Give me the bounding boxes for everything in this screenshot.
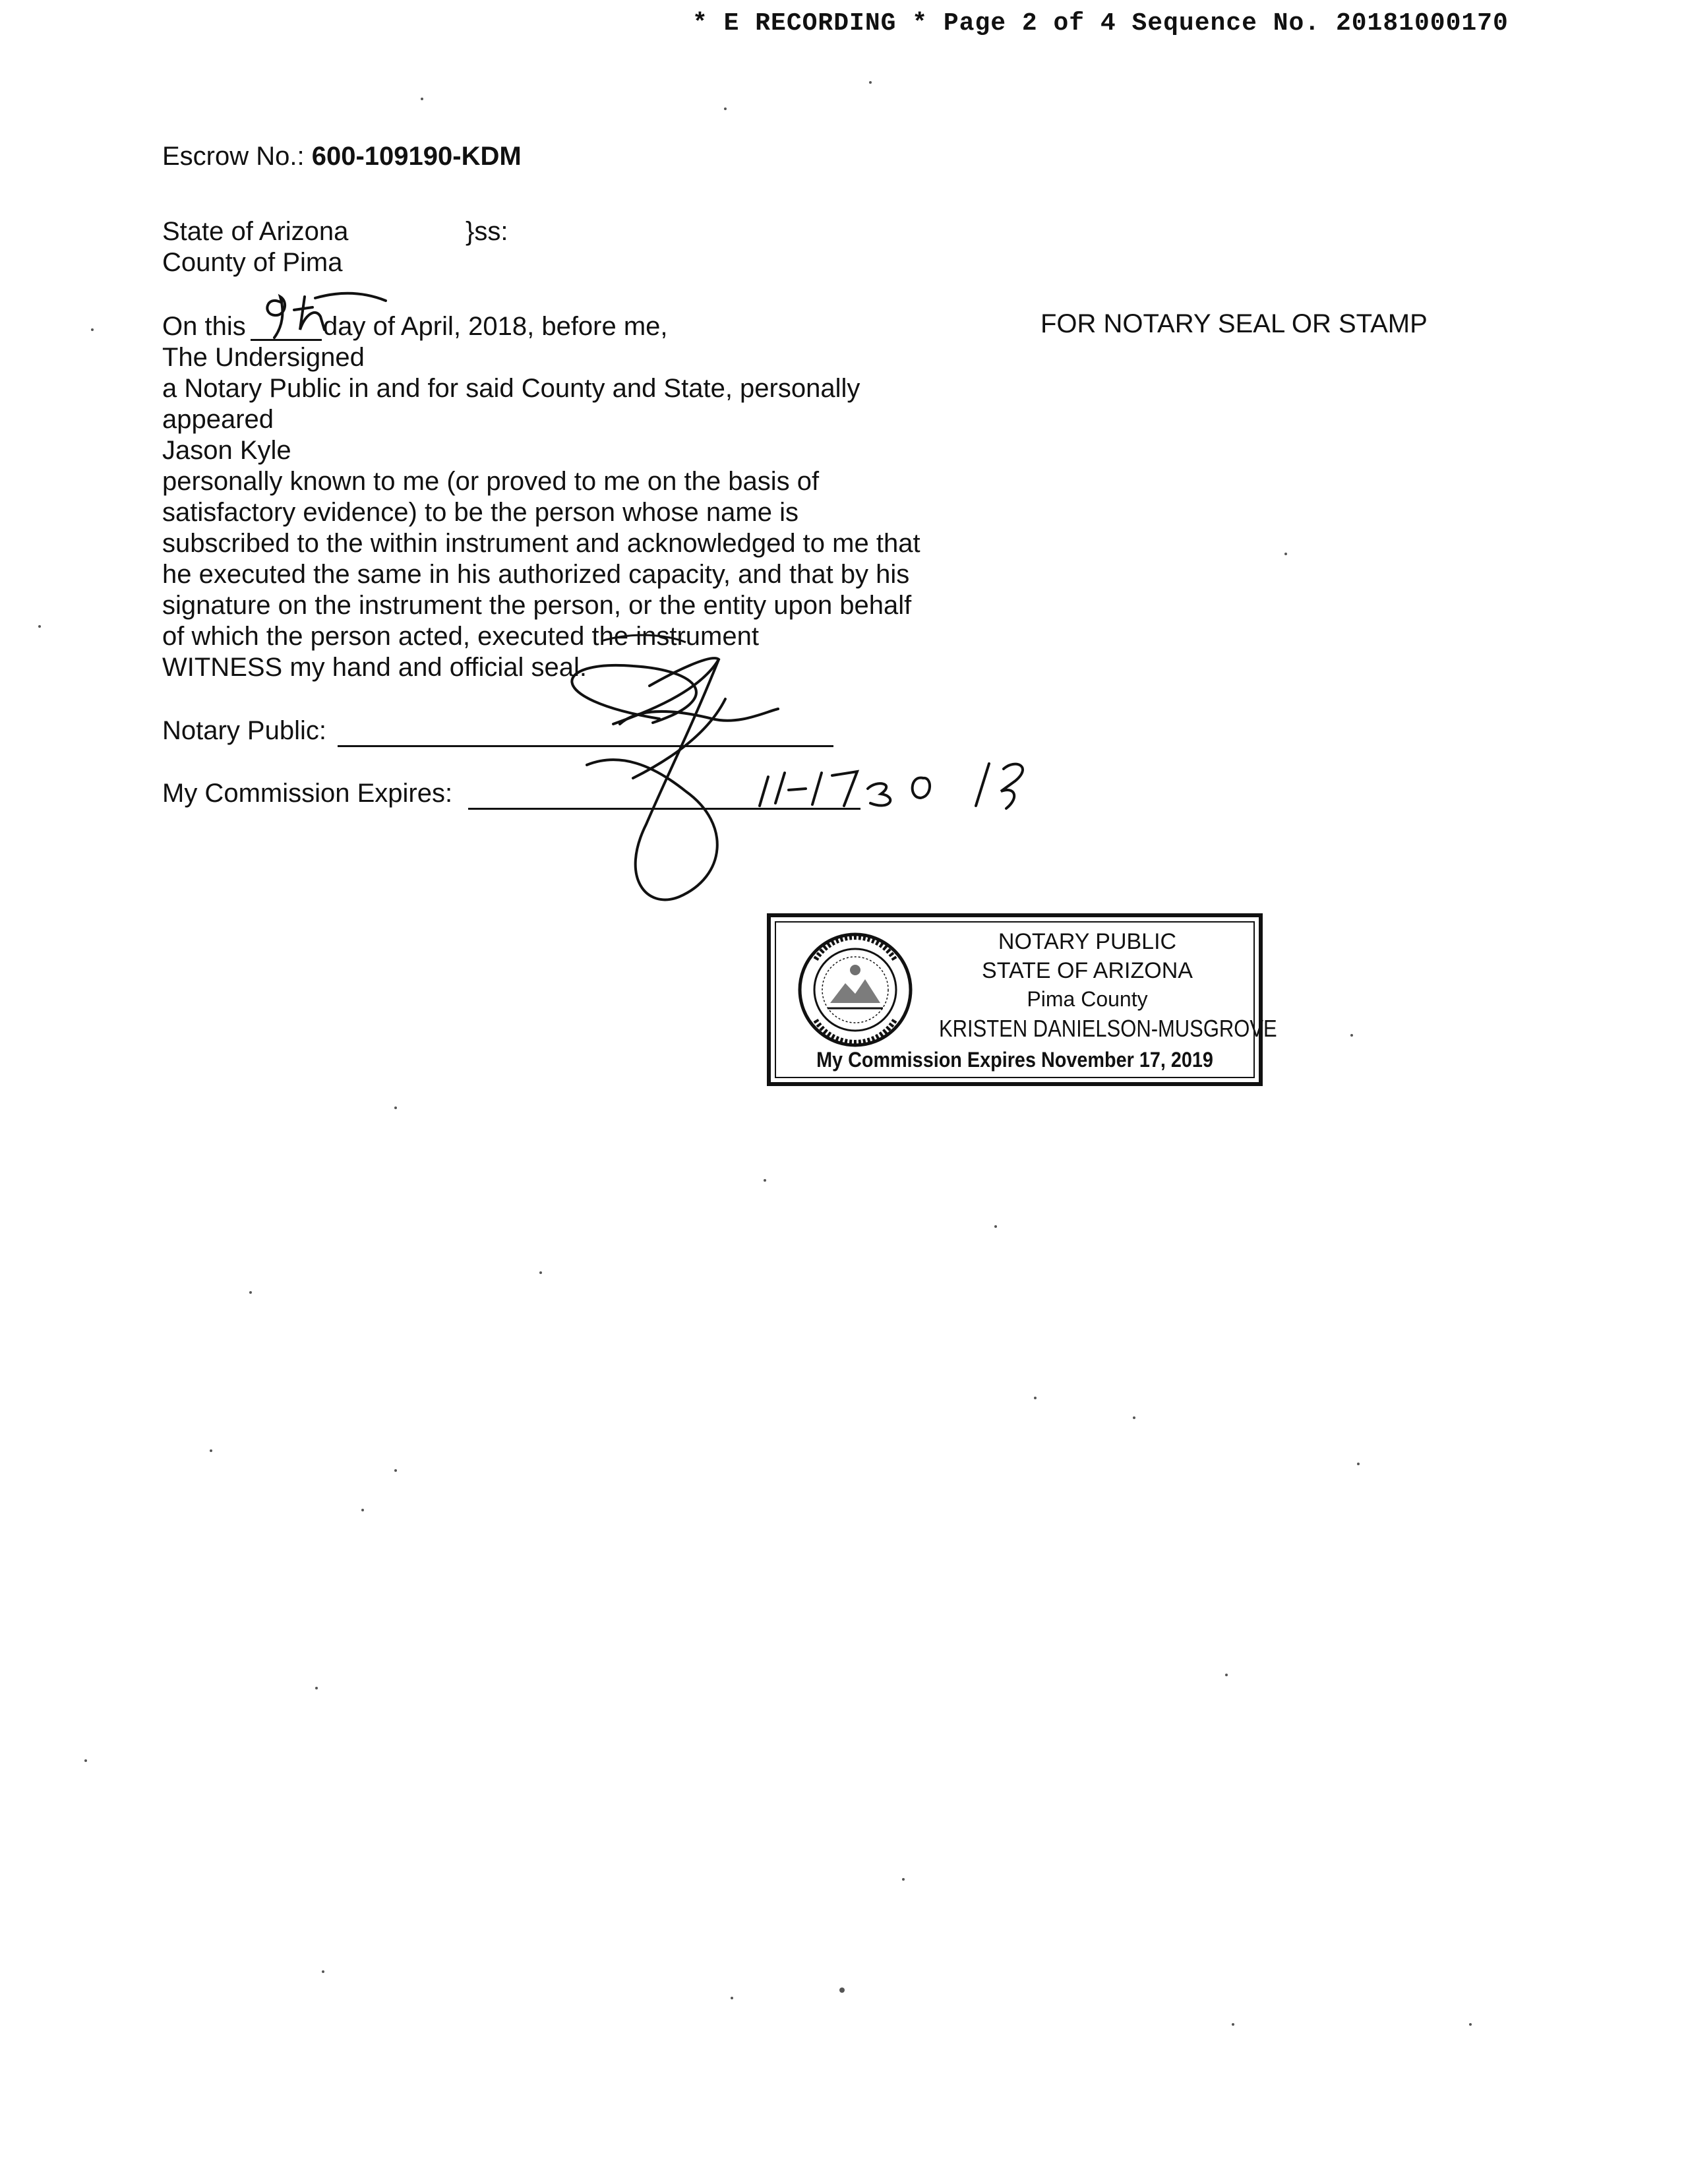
notary-public-label: Notary Public: bbox=[162, 716, 326, 745]
ack-line: he executed the same in his authorized capacity, and that by his bbox=[162, 560, 910, 589]
escrow-number: 600-109190-KDM bbox=[311, 142, 522, 171]
recording-header: * E RECORDING * Page 2 of 4 Sequence No. 20181000170 bbox=[692, 9, 1509, 38]
ack-line: subscribed to the within instrument and acknowledged to me that bbox=[162, 529, 920, 558]
stamp-state: STATE OF ARIZONA bbox=[982, 958, 1193, 983]
stamp-county: Pima County bbox=[1027, 987, 1148, 1011]
ack-line: The Undersigned bbox=[162, 343, 365, 372]
stamp-notary-name: KRISTEN DANIELSON-MUSGROVE bbox=[939, 1015, 1277, 1042]
stamp-notary-public: NOTARY PUBLIC bbox=[998, 929, 1177, 954]
acknowledgment-date-line: day of April, 2018, before me, bbox=[323, 312, 668, 341]
ack-line: of which the person acted, executed the instrument bbox=[162, 622, 759, 651]
ack-line: satisfactory evidence) to be the person whose name is bbox=[162, 498, 799, 527]
ack-line: appeared bbox=[162, 405, 274, 434]
seal-area-label: FOR NOTARY SEAL OR STAMP bbox=[1040, 309, 1428, 338]
venue-county: County of Pima bbox=[162, 248, 343, 277]
escrow-label: Escrow No.: bbox=[162, 142, 305, 171]
venue-ss: }ss: bbox=[466, 217, 508, 246]
commission-expires-label: My Commission Expires: bbox=[162, 779, 453, 808]
ack-line: signature on the instrument the person, or the entity upon behalf bbox=[162, 591, 912, 620]
witness-line: WITNESS my hand and official seal. bbox=[162, 653, 587, 682]
appearing-party-name: Jason Kyle bbox=[162, 436, 291, 465]
ack-line: personally known to me (or proved to me on the basis of bbox=[162, 467, 820, 496]
venue-state: State of Arizona bbox=[162, 217, 349, 246]
stamp-expiration: My Commission Expires November 17, 2019 bbox=[816, 1048, 1213, 1072]
on-this-label: On this bbox=[162, 312, 246, 341]
ack-line: a Notary Public in and for said County and State, personally bbox=[162, 374, 860, 403]
